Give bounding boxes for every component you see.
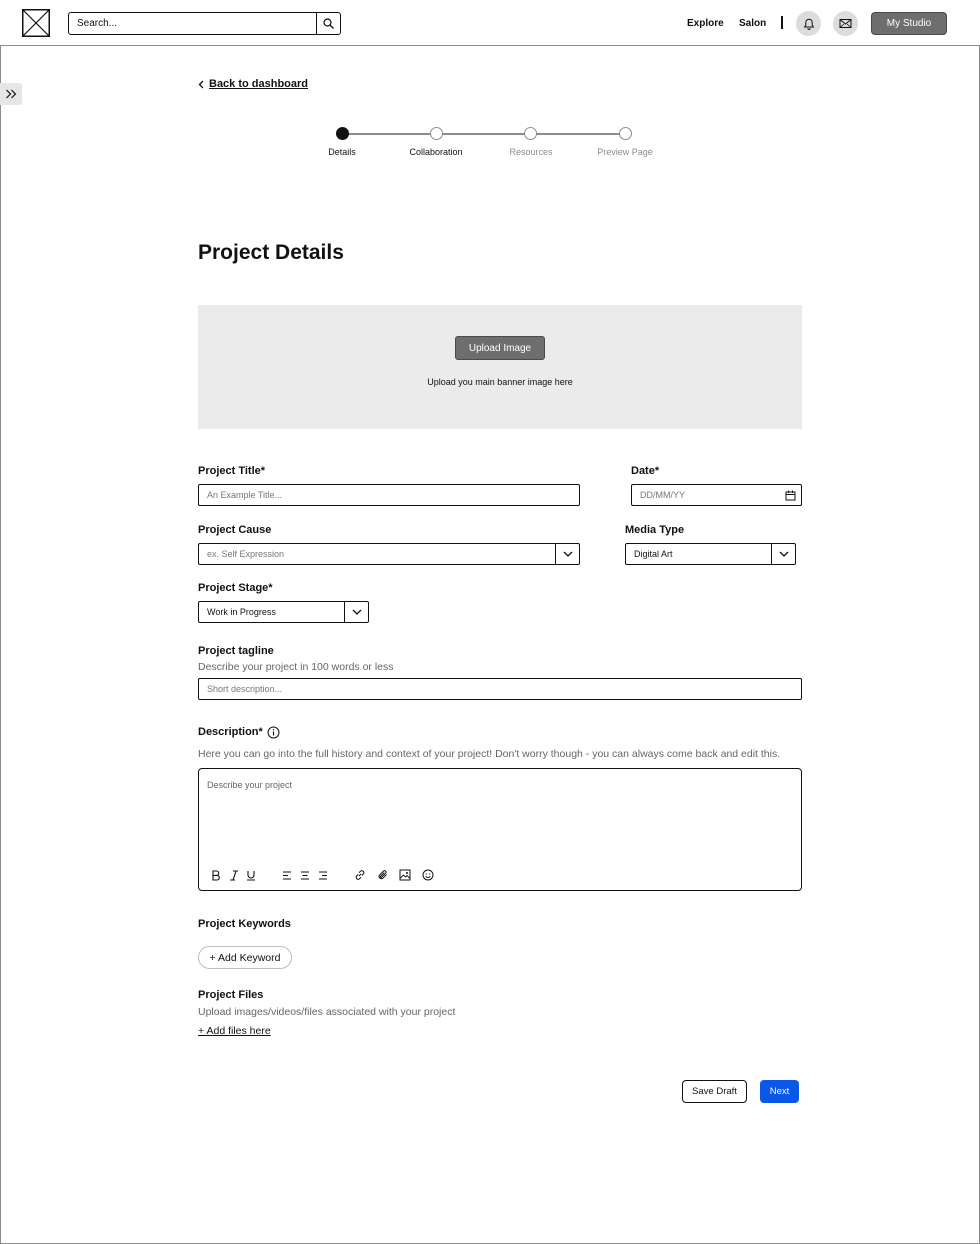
chevron-down-icon bbox=[352, 609, 362, 615]
project-tagline-placeholder: Short description... bbox=[207, 684, 283, 694]
search-button[interactable] bbox=[316, 13, 340, 34]
media-type-select[interactable] bbox=[625, 543, 796, 565]
step-label-collaboration[interactable]: Collaboration bbox=[409, 147, 463, 157]
insert-link-button[interactable] bbox=[353, 868, 367, 882]
chevron-down-icon bbox=[779, 551, 789, 557]
project-tagline-label: Project tagline bbox=[198, 645, 274, 657]
align-center-icon bbox=[300, 871, 310, 880]
step-dot-collaboration[interactable] bbox=[430, 127, 443, 140]
double-chevron-right-icon bbox=[5, 89, 17, 99]
project-stage-select[interactable] bbox=[198, 601, 369, 623]
project-stage-value: Work in Progress bbox=[207, 607, 276, 617]
description-placeholder: Describe your project bbox=[207, 780, 293, 790]
nav-explore-link[interactable]: Explore bbox=[687, 18, 724, 29]
banner-upload-hint: Upload you main banner image here bbox=[427, 377, 573, 387]
link-icon bbox=[354, 869, 366, 881]
nav-salon-link[interactable]: Salon bbox=[739, 18, 767, 29]
step-connector bbox=[348, 133, 436, 135]
italic-icon bbox=[229, 870, 239, 881]
info-icon[interactable] bbox=[267, 726, 280, 739]
step-label-resources[interactable]: Resources bbox=[509, 147, 553, 157]
project-keywords-label: Project Keywords bbox=[198, 918, 291, 930]
italic-button[interactable] bbox=[227, 868, 241, 882]
attach-file-button[interactable] bbox=[376, 868, 390, 882]
description-label: Description* bbox=[198, 726, 263, 738]
upload-image-button[interactable]: Upload Image bbox=[455, 336, 545, 360]
nav-divider bbox=[781, 16, 783, 29]
step-dot-resources[interactable] bbox=[524, 127, 537, 140]
project-tagline-input[interactable] bbox=[198, 678, 802, 700]
underline-icon bbox=[246, 870, 256, 881]
insert-emoji-button[interactable] bbox=[421, 868, 435, 882]
add-files-link[interactable]: + Add files here bbox=[198, 1025, 271, 1037]
sidebar-expand-button[interactable] bbox=[0, 83, 22, 105]
description-hint: Here you can go into the full history and context of your project! Don't worry though - you can always come back and edit this. bbox=[198, 748, 781, 760]
align-right-icon bbox=[318, 871, 328, 880]
date-label: Date* bbox=[631, 465, 660, 477]
underline-button[interactable] bbox=[244, 868, 258, 882]
step-dot-details[interactable] bbox=[336, 127, 349, 140]
project-cause-label: Project Cause bbox=[198, 524, 272, 536]
project-files-label: Project Files bbox=[198, 989, 264, 1001]
chevron-left-icon bbox=[198, 80, 204, 89]
search-bar bbox=[68, 12, 341, 35]
project-stage-dropdown-toggle[interactable] bbox=[344, 602, 368, 622]
insert-image-button[interactable] bbox=[398, 868, 412, 882]
align-left-button[interactable] bbox=[280, 868, 294, 882]
paperclip-icon bbox=[377, 869, 389, 881]
logo-placeholder-icon[interactable] bbox=[22, 9, 50, 37]
calendar-icon bbox=[785, 490, 796, 501]
date-placeholder: DD/MM/YY bbox=[640, 490, 685, 500]
progress-stepper bbox=[300, 124, 700, 164]
step-connector bbox=[442, 133, 530, 135]
project-title-label: Project Title* bbox=[198, 465, 266, 477]
search-input[interactable] bbox=[69, 13, 316, 34]
project-cause-placeholder: ex. Self Expression bbox=[207, 549, 285, 559]
align-center-button[interactable] bbox=[298, 868, 312, 882]
project-title-input[interactable] bbox=[198, 484, 580, 506]
notifications-button[interactable] bbox=[796, 11, 821, 36]
back-to-dashboard-link[interactable] bbox=[198, 78, 308, 90]
emoji-icon bbox=[422, 869, 434, 881]
save-draft-button[interactable]: Save Draft bbox=[682, 1080, 747, 1103]
project-files-hint: Upload images/videos/files associated with your project bbox=[198, 1006, 456, 1018]
back-link-label: Back to dashboard bbox=[209, 78, 309, 90]
mail-icon bbox=[839, 18, 852, 29]
align-right-button[interactable] bbox=[316, 868, 330, 882]
description-editor[interactable] bbox=[198, 768, 802, 891]
step-connector bbox=[536, 133, 624, 135]
page-title: Project Details bbox=[198, 241, 344, 264]
top-navbar bbox=[0, 0, 980, 46]
next-button[interactable]: Next bbox=[760, 1080, 799, 1103]
bold-button[interactable] bbox=[209, 868, 223, 882]
image-icon bbox=[399, 869, 411, 881]
bell-icon bbox=[803, 18, 815, 30]
media-type-value: Digital Art bbox=[634, 549, 673, 559]
banner-upload-area[interactable] bbox=[198, 305, 802, 429]
project-cause-dropdown-toggle[interactable] bbox=[555, 544, 579, 564]
media-type-label: Media Type bbox=[625, 524, 685, 536]
calendar-button[interactable] bbox=[779, 490, 801, 501]
step-label-details[interactable]: Details bbox=[328, 147, 356, 157]
date-input[interactable] bbox=[631, 484, 802, 506]
project-title-placeholder: An Example Title... bbox=[207, 490, 283, 500]
my-studio-button[interactable]: My Studio bbox=[871, 12, 947, 35]
messages-button[interactable] bbox=[833, 11, 858, 36]
step-label-preview-page[interactable]: Preview Page bbox=[597, 147, 653, 157]
step-dot-preview-page[interactable] bbox=[619, 127, 632, 140]
project-cause-select[interactable] bbox=[198, 543, 580, 565]
add-keyword-button[interactable]: + Add Keyword bbox=[198, 946, 292, 969]
project-tagline-hint: Describe your project in 100 words or less bbox=[198, 661, 394, 673]
chevron-down-icon bbox=[563, 551, 573, 557]
search-icon bbox=[323, 18, 334, 29]
bold-icon bbox=[211, 870, 221, 881]
media-type-dropdown-toggle[interactable] bbox=[771, 544, 795, 564]
align-left-icon bbox=[282, 871, 292, 880]
project-stage-label: Project Stage* bbox=[198, 582, 273, 594]
